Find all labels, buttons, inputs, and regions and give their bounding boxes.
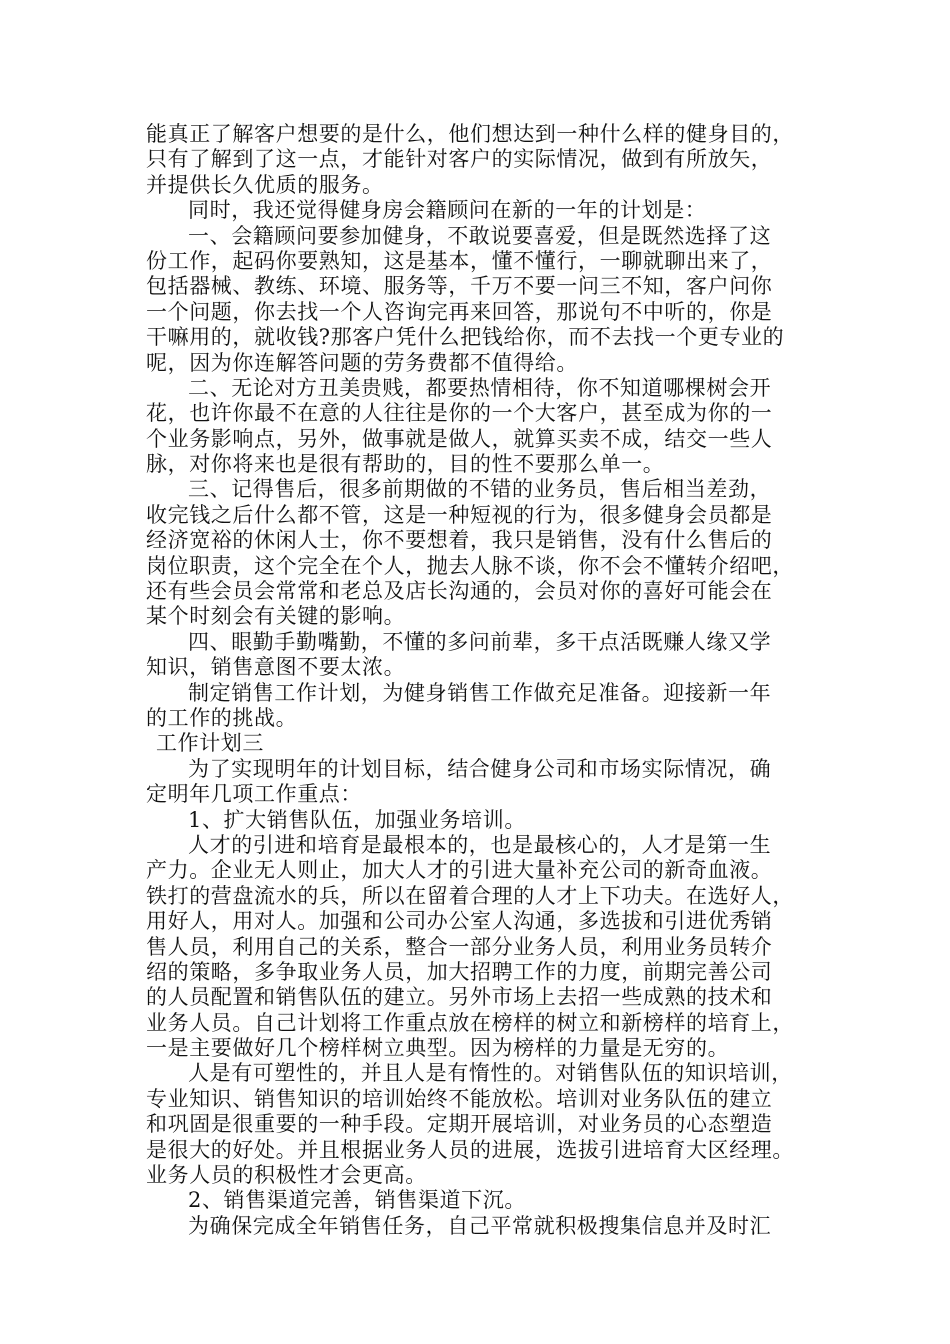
text-line: 定明年几项工作重点：: [146, 782, 362, 807]
text-line: 呢，因为你连解答问题的劳务费都不值得给。: [146, 350, 578, 375]
text-line: 2、销售渠道完善，销售渠道下沉。: [188, 1188, 526, 1213]
text-line: 收完钱之后什么都不管，这是一种短视的行为，很多健身会员都是: [146, 502, 773, 527]
section-heading: 工作计划三: [156, 731, 264, 756]
text-line: 经济宽裕的休闲人士，你不要想着，我只是销售，没有什么售后的: [146, 528, 773, 553]
text-line: 同时，我还觉得健身房会籍顾问在新的一年的计划是：: [188, 198, 707, 223]
text-line: 售人员，利用自己的关系，整合一部分业务人员，利用业务员转介: [146, 934, 773, 959]
text-line: 还有些会员会常常和老总及店长沟通的，会员对你的喜好可能会在: [146, 579, 773, 604]
text-line: 是很大的好处。并且根据业务人员的进展，选拔引进培育大区经理。: [146, 1137, 794, 1162]
text-line: 为确保完成全年销售任务，自己平常就积极搜集信息并及时汇: [188, 1213, 772, 1238]
text-line: 四、眼勤手勤嘴勤，不懂的多问前辈，多干点活既赚人缘又学: [188, 629, 772, 654]
text-line: 二、无论对方丑美贵贱，都要热情相待，你不知道哪棵树会开: [188, 375, 772, 400]
text-line: 和巩固是很重要的一种手段。定期开展培训，对业务员的心态塑造: [146, 1112, 773, 1137]
text-line: 某个时刻会有关键的影响。: [146, 604, 406, 629]
text-line: 包括器械、教练、环境、服务等，千万不要一问三不知，客户问你: [146, 274, 773, 299]
text-line: 产力。企业无人则止，加大人才的引进大量补充公司的新奇血液。: [146, 858, 773, 883]
text-line: 能真正了解客户想要的是什么，他们想达到一种什么样的健身目的，: [146, 122, 794, 146]
text-line: 三、记得售后，很多前期做的不错的业务员，售后相当差劲，: [188, 477, 772, 502]
text-line: 个业务影响点，另外，做事就是做人，就算买卖不成，结交一些人: [146, 426, 773, 451]
text-line: 1、扩大销售队伍，加强业务培训。: [188, 807, 526, 832]
text-line: 的工作的挑战。: [146, 705, 298, 730]
text-line: 业务人员。自己计划将工作重点放在榜样的树立和新榜样的培育上，: [146, 1010, 794, 1035]
text-line: 人是有可塑性的，并且人是有惰性的。对销售队伍的知识培训，: [188, 1061, 793, 1086]
text-line: 知识，销售意图不要太浓。: [146, 655, 406, 680]
text-line: 一个问题，你去找一个人咨询完再来回答，那说句不中听的，你是: [146, 299, 773, 324]
text-line: 为了实现明年的计划目标，结合健身公司和市场实际情况，确: [188, 756, 772, 781]
text-line: 专业知识、销售知识的培训始终不能放松。培训对业务队伍的建立: [146, 1086, 773, 1111]
text-line: 脉，对你将来也是很有帮助的，目的性不要那么单一。: [146, 452, 665, 477]
text-line: 用好人，用对人。加强和公司办公室人沟通，多选拔和引进优秀销: [146, 909, 773, 934]
text-line: 铁打的营盘流水的兵，所以在留着合理的人才上下功夫。在选好人，: [146, 883, 794, 908]
text-line: 花，也许你最不在意的人往往是你的一个大客户，甚至成为你的一: [146, 401, 773, 426]
text-line: 岗位职责，这个完全在个人，抛去人脉不谈，你不会不懂转介绍吧，: [146, 553, 794, 578]
text-line: 人才的引进和培育是最根本的，也是最核心的，人才是第一生: [188, 832, 772, 857]
text-line: 只有了解到了这一点，才能针对客户的实际情况，做到有所放矢，: [146, 147, 773, 172]
text-line: 一、会籍顾问要参加健身，不敢说要喜爱，但是既然选择了这: [188, 223, 772, 248]
text-line: 业务人员的积极性才会更高。: [146, 1163, 427, 1188]
text-line: 干嘛用的，就收钱?那客户凭什么把钱给你，而不去找一个更专业的: [146, 325, 785, 350]
text-line: 份工作，起码你要熟知，这是基本，懂不懂行，一聊就聊出来了，: [146, 248, 773, 273]
document-page: [146, 122, 810, 1239]
text-line: 的人员配置和销售队伍的建立。另外市场上去招一些成熟的技术和: [146, 985, 773, 1010]
text-line: 并提供长久优质的服务。: [146, 172, 384, 197]
text-line: 制定销售工作计划，为健身销售工作做充足准备。迎接新一年: [188, 680, 772, 705]
text-line: 一是主要做好几个榜样树立典型。因为榜样的力量是无穷的。: [146, 1036, 730, 1061]
text-line: 绍的策略，多争取业务人员，加大招聘工作的力度，前期完善公司: [146, 959, 773, 984]
